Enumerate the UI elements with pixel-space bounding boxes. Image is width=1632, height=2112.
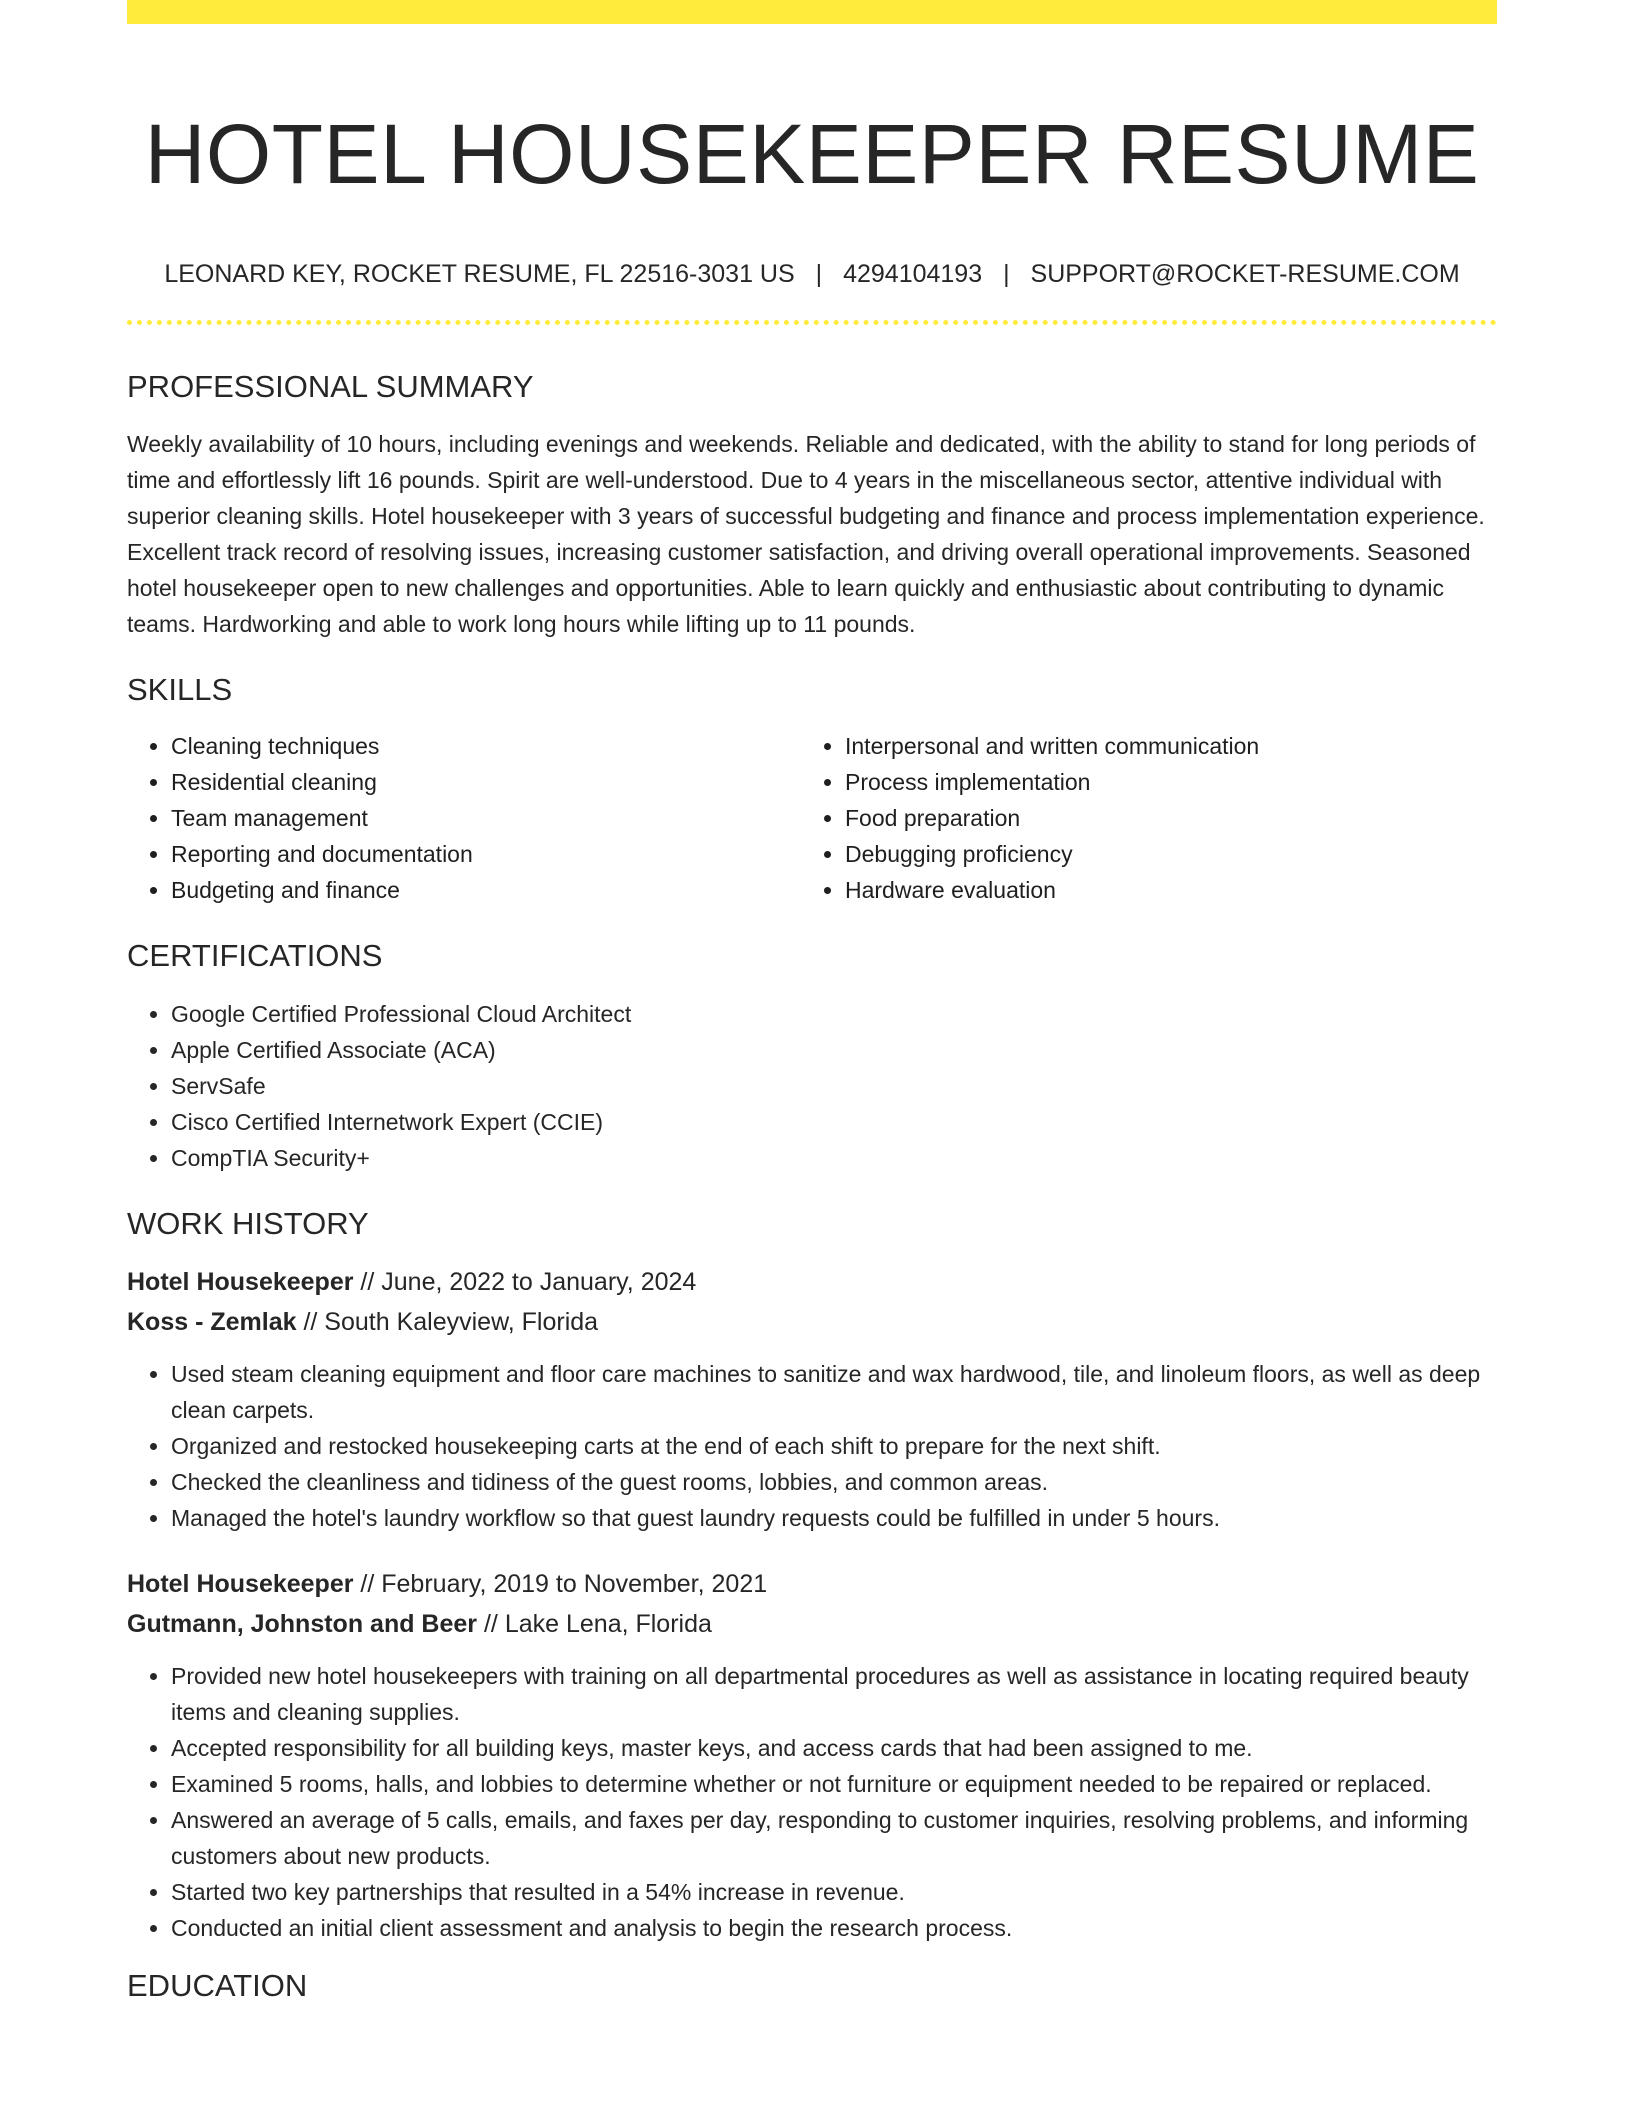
skill-item: • Food preparation: [845, 800, 1475, 836]
job-bullet: • Provided new hotel housekeepers with training on all departmental procedures as well as assistance in locating required beauty items and cleaning supplies.: [171, 1658, 1497, 1730]
job-title-line: [127, 1564, 1497, 1604]
contact-separator: |: [1003, 260, 1010, 288]
skill-item: • Hardware evaluation: [845, 872, 1475, 908]
skill-item: • Reporting and documentation: [171, 836, 801, 872]
job-bullet: • Conducted an initial client assessment and analysis to begin the research process.: [171, 1910, 1497, 1946]
certifications-heading: CERTIFICATIONS: [127, 938, 383, 973]
job-location: // Lake Lena, Florida: [483, 1610, 712, 1638]
skills-grid: [127, 728, 1497, 908]
header-divider: [127, 320, 1497, 325]
contact-phone: 4294104193: [843, 260, 983, 288]
skill-item: • Cleaning techniques: [171, 728, 801, 764]
certification-item: • Google Certified Professional Cloud Architect: [171, 996, 1497, 1032]
job-bullet: • Answered an average of 5 calls, emails, and faxes per day, responding to customer inquiries, resolving problems, and informing customers about new products.: [171, 1802, 1497, 1874]
summary-text: Weekly availability of 10 hours, including evenings and weekends. Reliable and dedicated, with the ability to stand for long periods of time and effortlessly lift 16 pounds. Spirit are well-understood. Due to 4 years in the miscellaneous sector, attentive individual with superior cleaning skills. Hotel housekeeper with 3 years of successful budgeting and finance and process implementation experience. Excellent track record of resolving issues, increasing customer satisfaction, and driving overall operational improvements. Seasoned hotel housekeeper open to new challenges and opportunities. Able to learn quickly and enthusiastic about contributing to dynamic teams. Hardworking and able to work long hours while lifting up to 11 pounds.: [127, 431, 1485, 637]
job-company-line: [127, 1302, 1497, 1342]
job-dates: // February, 2019 to November, 2021: [360, 1570, 768, 1598]
skills-heading: SKILLS: [127, 672, 233, 707]
job-location: // South Kaleyview, Florida: [303, 1308, 599, 1336]
job-bullet: • Examined 5 rooms, halls, and lobbies to determine whether or not furniture or equipment needed to be repaired or replaced.: [171, 1766, 1497, 1802]
job-bullet: • Managed the hotel's laundry workflow so that guest laundry requests could be fulfilled in under 5 hours.: [171, 1500, 1497, 1536]
contact-email: SUPPORT@ROCKET-RESUME.COM: [1030, 260, 1460, 288]
certification-item: • Apple Certified Associate (ACA): [171, 1032, 1497, 1068]
accent-top-bar: [127, 0, 1497, 24]
resume-title: HOTEL HOUSEKEEPER RESUME: [144, 107, 1480, 201]
skill-item: • Interpersonal and written communication: [845, 728, 1475, 764]
skills-right-list: [801, 728, 1475, 908]
job-bullets: [127, 1658, 1497, 1946]
job-bullet: • Organized and restocked housekeeping carts at the end of each shift to prepare for the next shift.: [171, 1428, 1497, 1464]
job-company: Koss - Zemlak: [127, 1308, 297, 1336]
skill-item: • Residential cleaning: [171, 764, 801, 800]
job-company-line: [127, 1604, 1497, 1644]
resume-page: [127, 0, 1497, 2006]
certification-item: • ServSafe: [171, 1068, 1497, 1104]
certification-item: • CompTIA Security+: [171, 1140, 1497, 1176]
job-company: Gutmann, Johnston and Beer: [127, 1610, 478, 1638]
skill-item: • Budgeting and finance: [171, 872, 801, 908]
skill-item: • Debugging proficiency: [845, 836, 1475, 872]
job-title: Hotel Housekeeper: [127, 1570, 354, 1598]
contact-line: [127, 254, 1497, 294]
job-title-line: [127, 1262, 1497, 1302]
job-bullet: • Used steam cleaning equipment and floor care machines to sanitize and wax hardwood, tile, and linoleum floors, as well as deep clean carpets.: [171, 1356, 1497, 1428]
education-heading: EDUCATION: [127, 1968, 308, 2003]
skill-item: • Team management: [171, 800, 801, 836]
certifications-list: [127, 996, 1497, 1176]
job-entry: [127, 1262, 1497, 1536]
work-history-heading: WORK HISTORY: [127, 1206, 369, 1241]
job-title: Hotel Housekeeper: [127, 1268, 354, 1296]
job-bullet: • Checked the cleanliness and tidiness of the guest rooms, lobbies, and common areas.: [171, 1464, 1497, 1500]
contact-separator: |: [815, 260, 823, 288]
job-entry: [127, 1564, 1497, 1946]
skills-left-list: [127, 728, 801, 908]
certification-item: • Cisco Certified Internetwork Expert (CCIE): [171, 1104, 1497, 1140]
job-dates: // June, 2022 to January, 2024: [360, 1268, 697, 1296]
skill-item: • Process implementation: [845, 764, 1475, 800]
summary-heading: PROFESSIONAL SUMMARY: [127, 369, 534, 404]
contact-address: LEONARD KEY, ROCKET RESUME, FL 22516-3031 US: [164, 260, 795, 288]
job-bullet: • Started two key partnerships that resulted in a 54% increase in revenue.: [171, 1874, 1497, 1910]
job-bullet: • Accepted responsibility for all building keys, master keys, and access cards that had been assigned to me.: [171, 1730, 1497, 1766]
job-bullets: [127, 1356, 1497, 1536]
